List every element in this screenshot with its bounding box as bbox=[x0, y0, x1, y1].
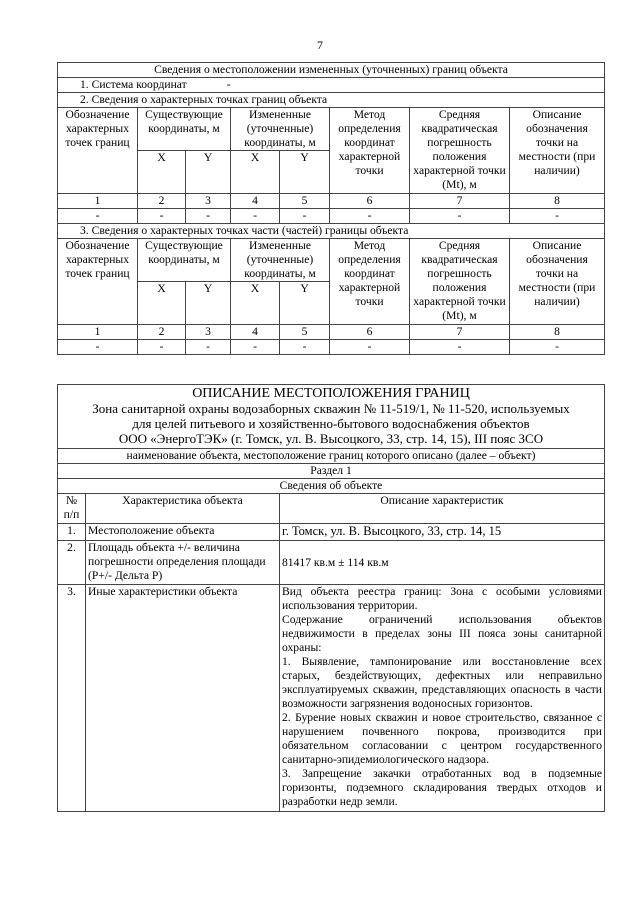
row-location-value: г. Томск, ул. В. Высоцкого, 33, стр. 14, 15 bbox=[280, 524, 605, 541]
empty-cell: - bbox=[410, 209, 510, 224]
col-number: 4 bbox=[231, 194, 280, 209]
header-designation: Обозначение характерных точек границ bbox=[58, 108, 138, 194]
section-label: Раздел 1 bbox=[58, 464, 605, 479]
col-number: 8 bbox=[510, 194, 605, 209]
header-error: Средняя квадратическая погрешность положения характерной точки (Mt), м bbox=[410, 108, 510, 194]
other-line: 3. Запрещение закачки отработанных вод в подземные горизонты, подземного складирования твердых отходов и разработки недр земли. bbox=[282, 767, 603, 808]
header-changed: Измененные (уточненные) координаты, м bbox=[231, 108, 330, 151]
row-characteristic: Площадь объекта +/- величина погрешности определения площади (Р+/- Дельта Р) bbox=[86, 541, 280, 585]
col-number: 7 bbox=[410, 325, 510, 340]
col-number: 1 bbox=[58, 325, 138, 340]
changed-boundaries-table bbox=[57, 62, 605, 355]
other-line: Содержание ограничений использования объектов недвижимости в пределах зоны III пояса зоны санитарной охраны: bbox=[282, 613, 603, 654]
header-y: Y bbox=[280, 151, 330, 194]
object-name-line2: для целей питьевого и хозяйственно-бытового водоснабжения объектов bbox=[132, 416, 530, 431]
col-number: 8 bbox=[510, 325, 605, 340]
col-char-header: Характеристика объекта bbox=[86, 494, 280, 524]
empty-cell: - bbox=[510, 209, 605, 224]
empty-cell: - bbox=[410, 340, 510, 355]
page-number: 7 bbox=[317, 38, 323, 52]
col-num-header: № п/п bbox=[58, 494, 86, 524]
header-error: Средняя квадратическая погрешность положения характерной точки (Mt), м bbox=[410, 239, 510, 325]
empty-cell: - bbox=[280, 340, 330, 355]
col-desc-header: Описание характеристик bbox=[280, 494, 605, 524]
empty-cell: - bbox=[58, 340, 138, 355]
col-number: 2 bbox=[138, 325, 186, 340]
empty-cell: - bbox=[138, 340, 186, 355]
col-number: 3 bbox=[186, 325, 231, 340]
parts-title: 3. Сведения о характерных точках части (частей) границы объекта bbox=[58, 224, 605, 239]
header-existing: Существующие координаты, м bbox=[138, 239, 231, 282]
col-number: 6 bbox=[330, 194, 410, 209]
row-characteristic: Иные характеристики объекта bbox=[86, 585, 280, 812]
header-x: X bbox=[231, 282, 280, 325]
empty-cell: - bbox=[138, 209, 186, 224]
row-area-value: 81417 кв.м ± 114 кв.м bbox=[280, 541, 605, 585]
col-number: 6 bbox=[330, 325, 410, 340]
empty-cell: - bbox=[231, 340, 280, 355]
col-number: 4 bbox=[231, 325, 280, 340]
empty-cell: - bbox=[186, 209, 231, 224]
col-number: 5 bbox=[280, 194, 330, 209]
object-caption: наименование объекта, местоположение границ которого описано (далее – объект) bbox=[58, 449, 605, 464]
header-y: Y bbox=[280, 282, 330, 325]
header-y: Y bbox=[186, 151, 231, 194]
empty-cell: - bbox=[330, 340, 410, 355]
empty-cell: - bbox=[280, 209, 330, 224]
header-x: X bbox=[138, 282, 186, 325]
section-title: Сведения об объекте bbox=[58, 479, 605, 494]
header-description: Описание обозначения точки на местности (при наличии) bbox=[510, 108, 605, 194]
col-number: 5 bbox=[280, 325, 330, 340]
object-name-line1: Зона санитарной охраны водозаборных скважин № 11-519/1, № 11-520, используемых bbox=[92, 401, 570, 416]
header-existing: Существующие координаты, м bbox=[138, 108, 231, 151]
header-x: X bbox=[231, 151, 280, 194]
row-characteristic: Местоположение объекта bbox=[86, 524, 280, 541]
empty-cell: - bbox=[510, 340, 605, 355]
header-method: Метод определения координат характерной точки bbox=[330, 239, 410, 325]
row-number: 1. bbox=[58, 524, 86, 541]
empty-cell: - bbox=[231, 209, 280, 224]
empty-cell: - bbox=[330, 209, 410, 224]
other-line: 1. Выявление, тампонирование или восстановление всех старых, бездействующих, дефектных или неправильно эксплуатируемых скважин, представляющих опасность в части возможности загрязнения водоносных горизонтов. bbox=[282, 655, 603, 710]
description-heading: ОПИСАНИЕ МЕСТОПОЛОЖЕНИЯ ГРАНИЦ bbox=[192, 386, 470, 401]
col-number: 7 bbox=[410, 194, 510, 209]
empty-cell: - bbox=[58, 209, 138, 224]
other-line: Вид объекта реестра границ: Зона с особыми условиями использования территории. bbox=[282, 585, 603, 612]
col-number: 1 bbox=[58, 194, 138, 209]
object-name-line3: ООО «ЭнергоТЭК» (г. Томск, ул. В. Высоцкого, 33, стр. 14, 15), III пояс ЗСО bbox=[118, 431, 544, 446]
object-header-cell bbox=[58, 385, 605, 449]
header-designation: Обозначение характерных точек границ bbox=[58, 239, 138, 325]
header-y: Y bbox=[186, 282, 231, 325]
header-x: X bbox=[138, 151, 186, 194]
row-other-value bbox=[280, 585, 605, 812]
header-changed: Измененные (уточненные) координаты, м bbox=[231, 239, 330, 282]
points-title: 2. Сведения о характерных точках границ объекта bbox=[58, 93, 605, 108]
empty-cell: - bbox=[186, 340, 231, 355]
boundary-description-table bbox=[57, 384, 605, 812]
row-number: 3. bbox=[58, 585, 86, 812]
col-number: 2 bbox=[138, 194, 186, 209]
coord-system-label: 1. Система координат bbox=[80, 78, 187, 91]
header-description: Описание обозначения точки на местности (при наличии) bbox=[510, 239, 605, 325]
changed-section-title: Сведения о местоположении измененных (уточненных) границ объекта bbox=[58, 63, 605, 78]
coord-system-row bbox=[58, 78, 605, 93]
coord-system-value: - bbox=[226, 78, 231, 91]
row-number: 2. bbox=[58, 541, 86, 585]
col-number: 3 bbox=[186, 194, 231, 209]
other-line: 2. Бурение новых скважин и новое строительство, связанное с нарушением почвенного покрова, производится при обязательном согласовании с центром государственного санитарно-эпидемиологического надзора. bbox=[282, 711, 603, 766]
header-method: Метод определения координат характерной точки bbox=[330, 108, 410, 194]
